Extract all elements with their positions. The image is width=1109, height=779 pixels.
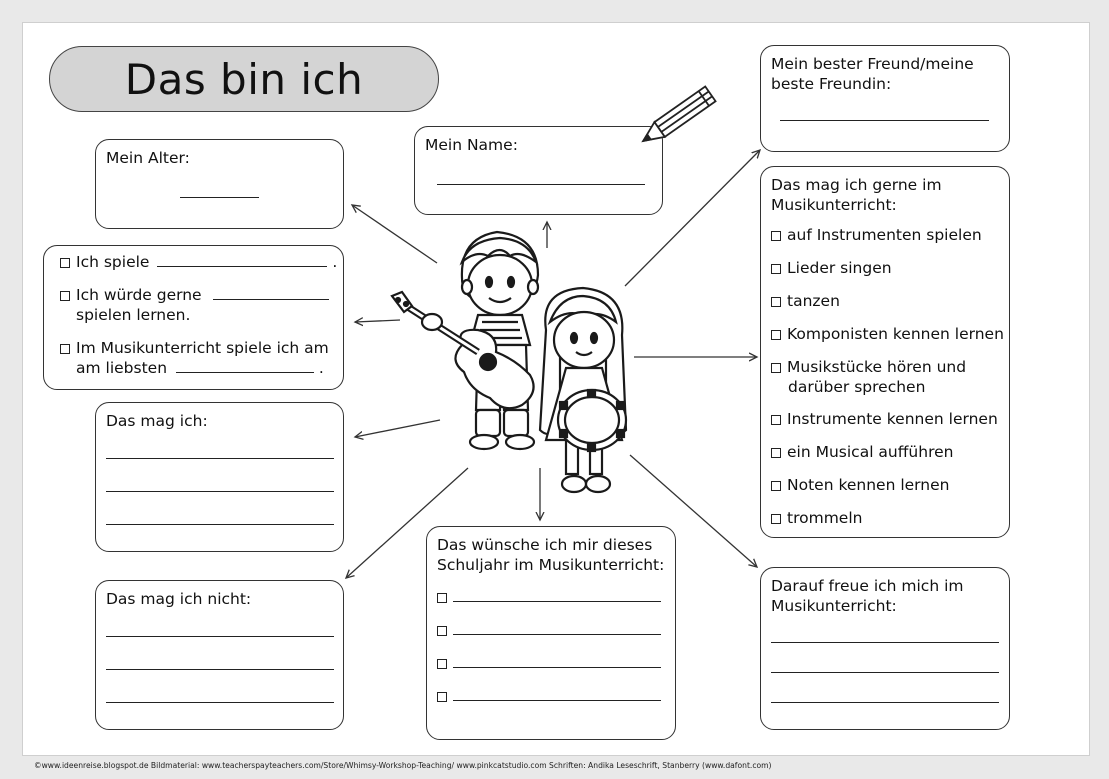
music-like-option-text: Musikstücke hören und (787, 358, 967, 376)
page-title: Das bin ich (124, 54, 364, 104)
name-label: Mein Name: (425, 136, 518, 154)
music-like-option-text: Lieder singen (787, 259, 892, 277)
play-item-2-text: Ich würde gerne (76, 286, 202, 304)
play-item-1-text: Ich spiele (76, 253, 150, 271)
play-item-2-cont: spielen lernen. (76, 306, 191, 324)
music-like-option-text: Noten kennen lernen (787, 476, 950, 494)
footer-credits: ©www.ideenreise.blogspot.de Bildmaterial: www.teacherspayteachers.com/Store/Whimsy-Workshop-Teaching/ www.pinkcatstudio.com Schriften: Andika Leseschrift, Stanberry (www.dafont.com) (34, 761, 772, 770)
boy-with-guitar-illustration (392, 232, 538, 449)
friend-label-line2: beste Freundin: (771, 75, 892, 93)
age-label: Mein Alter: (106, 149, 190, 167)
music-likes-label-line2: Musikunterricht: (771, 196, 897, 214)
music-like-option-cont: darüber sprechen (788, 378, 926, 396)
arrow-to-instrument (355, 320, 400, 322)
likes-label: Das mag ich: (106, 412, 208, 430)
wish-label-line2: Schuljahr im Musikunterricht: (437, 556, 665, 574)
arrow-to-likes (355, 420, 440, 437)
music-like-option-text: ein Musical aufführen (787, 443, 954, 461)
play-item-3-text: Im Musikunterricht spiele ich am (76, 339, 329, 357)
arrow-to-look-forward (630, 455, 757, 567)
music-like-option-text: Komponisten kennen lernen (787, 325, 1004, 343)
arrow-to-dislikes (346, 468, 468, 578)
play-item-1-end: . (332, 253, 338, 271)
music-likes-label-line1: Das mag ich gerne im (771, 176, 942, 194)
music-like-option-text: Instrumente kennen lernen (787, 410, 998, 428)
friend-label-line1: Mein bester Freund/meine (771, 55, 974, 73)
arrow-to-age (352, 205, 437, 263)
play-item-3-end: . (318, 359, 324, 377)
music-like-option-text: auf Instrumenten spielen (787, 226, 982, 244)
music-like-option-text: tanzen (787, 292, 840, 310)
dislikes-label: Das mag ich nicht: (106, 590, 252, 608)
play-item-3-text2: am liebsten (76, 359, 168, 377)
girl-with-tambourine-illustration (540, 288, 626, 492)
pencil-icon (638, 87, 715, 149)
look-forward-label-line1: Darauf freue ich mich im (771, 577, 964, 595)
arrow-to-friend (625, 150, 760, 286)
look-forward-label-line2: Musikunterricht: (771, 597, 897, 615)
music-like-option-text: trommeln (787, 509, 863, 527)
wish-label-line1: Das wünsche ich mir dieses (437, 536, 653, 554)
